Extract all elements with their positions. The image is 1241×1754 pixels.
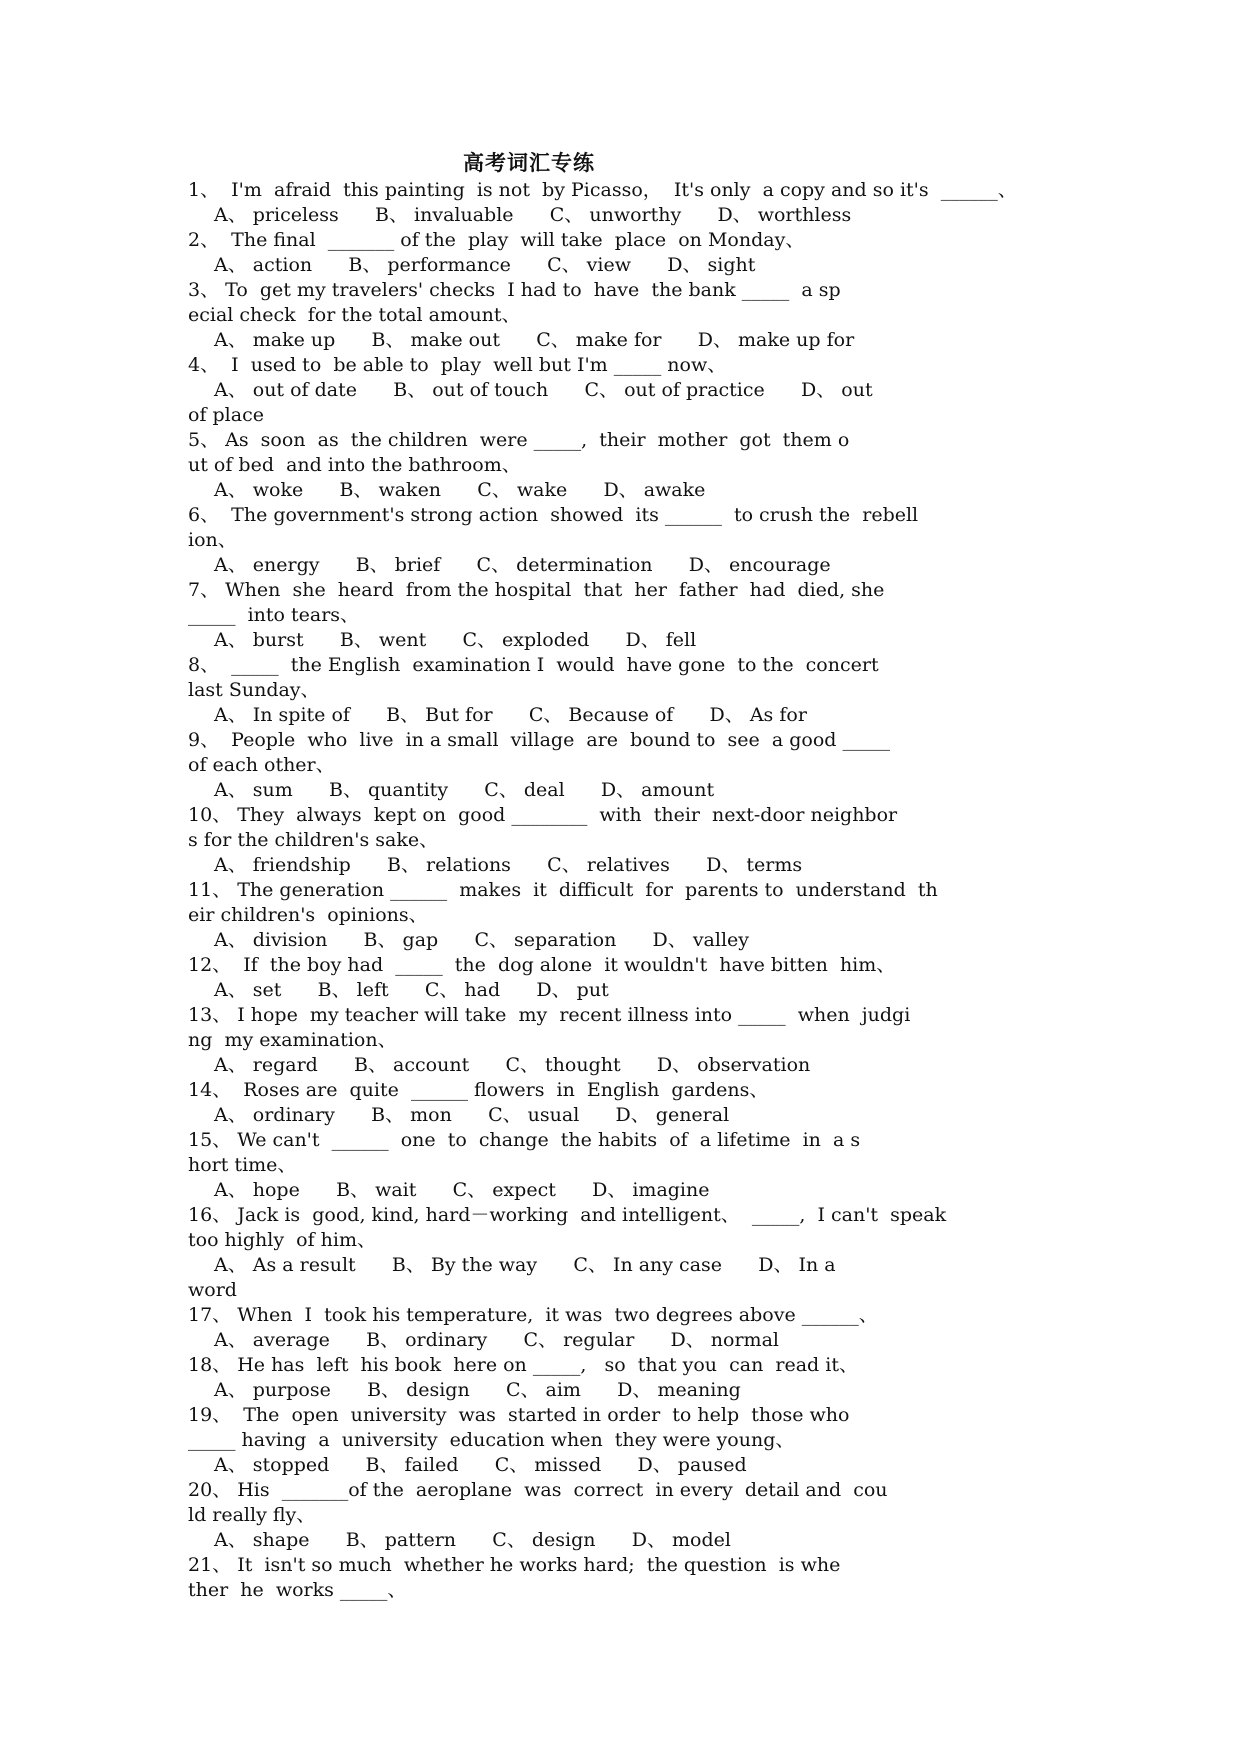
question-item [188, 428, 1088, 503]
answer-options: A、 sum B、 quantity C、 deal D、 amount [214, 779, 715, 801]
question-list [188, 178, 1088, 1603]
question-text: 19、 The open university was started in order to help those who [188, 1404, 850, 1426]
question-text: s for the children's sake、 [188, 829, 439, 851]
question-item [188, 1203, 1088, 1303]
answer-options: A、 shape B、 pattern C、 design D、 model [214, 1529, 731, 1551]
answer-options: A、 stopped B、 failed C、 missed D、 paused [214, 1454, 747, 1476]
question-text: 14、 Roses are quite ______ flowers in English gardens、 [188, 1079, 769, 1101]
question-text: last Sunday、 [188, 679, 320, 701]
question-text: ld really fly、 [188, 1504, 316, 1526]
question-text: ther he works _____、 [188, 1579, 407, 1601]
question-text: 1、 I'm afraid this painting is not by Picasso， It's only a copy and so it's ______、 [188, 179, 1017, 201]
answer-options: A、 ordinary B、 mon C、 usual D、 general [214, 1104, 730, 1126]
question-text: eir children's opinions、 [188, 904, 428, 926]
question-text: 17、 When I took his temperature, it was two degrees above ______、 [188, 1304, 878, 1326]
answer-options: A、 average B、 ordinary C、 regular D、 normal [214, 1329, 779, 1351]
question-text: 2、 The final _______ of the play will take place on Monday、 [188, 229, 805, 251]
question-text: ut of bed and into the bathroom、 [188, 454, 521, 476]
answer-options: A、 action B、 performance C、 view D、 sight [214, 254, 756, 276]
question-text: 16、 Jack is good, kind, hard－working and intelligent、 _____, I can't speak [188, 1204, 947, 1226]
question-item [188, 353, 1088, 428]
question-item [188, 1353, 1088, 1403]
question-item [188, 178, 1088, 228]
answer-options: A、 purpose B、 design C、 aim D、 meaning [214, 1379, 741, 1401]
question-item [188, 1078, 1088, 1128]
answer-options: A、 set B、 left C、 had D、 put [214, 979, 609, 1001]
question-item [188, 503, 1088, 578]
question-text: 4、 I used to be able to play well but I'm _____ now、 [188, 354, 727, 376]
answer-options: A、 energy B、 brief C、 determination D、 encourage [214, 554, 831, 576]
worksheet [188, 148, 1088, 1603]
answer-options: A、 make up B、 make out C、 make for D、 make up for [214, 329, 855, 351]
question-item [188, 1403, 1088, 1478]
question-text: 6、 The government's strong action showed its ______ to crush the rebell [188, 504, 919, 526]
question-text: 18、 He has left his book here on _____, so that you can read it、 [188, 1354, 858, 1376]
question-text: 12、 If the boy had _____ the dog alone it wouldn't have bitten him、 [188, 954, 896, 976]
question-item [188, 1128, 1088, 1203]
question-item [188, 578, 1088, 653]
question-item [188, 1553, 1088, 1603]
question-item [188, 803, 1088, 878]
answer-options: A、 priceless B、 invaluable C、 unworthy D、 worthless [214, 204, 852, 226]
question-item [188, 228, 1088, 278]
question-item [188, 878, 1088, 953]
answer-options-continued: word [188, 1279, 237, 1301]
question-text: 21、 It isn't so much whether he works hard; the question is whe [188, 1554, 841, 1576]
question-item [188, 1003, 1088, 1078]
answer-options: A、 regard B、 account C、 thought D、 observation [214, 1054, 811, 1076]
question-text: 3、 To get my travelers' checks I had to have the bank _____ a sp [188, 279, 841, 301]
answer-options: A、 burst B、 went C、 exploded D、 fell [214, 629, 697, 651]
question-item [188, 728, 1088, 803]
answer-options: A、 woke B、 waken C、 wake D、 awake [214, 479, 706, 501]
question-text: 20、 His _______of the aeroplane was correct in every detail and cou [188, 1479, 888, 1501]
page-title: 高考词汇专练 [463, 150, 595, 175]
question-text: 10、 They always kept on good ________ with their next-door neighbor [188, 804, 898, 826]
question-text: 5、 As soon as the children were _____, their mother got them o [188, 429, 850, 451]
question-item [188, 1303, 1088, 1353]
question-text: ion、 [188, 529, 237, 551]
question-text: _____ having a university education when they were young、 [188, 1429, 795, 1451]
question-text: ecial check for the total amount、 [188, 304, 521, 326]
answer-options: A、 In spite of B、 But for C、 Because of D、 As for [214, 704, 807, 726]
question-item [188, 653, 1088, 728]
question-text: _____ into tears、 [188, 604, 360, 626]
question-text: 8、 _____ the English examination I would have gone to the concert [188, 654, 879, 676]
answer-options-continued: of place [188, 404, 264, 426]
question-text: 13、 I hope my teacher will take my recent illness into _____ when judgi [188, 1004, 911, 1026]
answer-options: A、 hope B、 wait C、 expect D、 imagine [214, 1179, 710, 1201]
question-text: 7、 When she heard from the hospital that her father had died, she [188, 579, 885, 601]
question-item [188, 278, 1088, 353]
answer-options: A、 friendship B、 relations C、 relatives D、 terms [214, 854, 803, 876]
question-text: 11、 The generation ______ makes it difficult for parents to understand th [188, 879, 938, 901]
question-text: 9、 People who live in a small village are bound to see a good _____ [188, 729, 890, 751]
answer-options: A、 As a result B、 By the way C、 In any case D、 In a [214, 1254, 836, 1276]
question-text: of each other、 [188, 754, 335, 776]
answer-options: A、 out of date B、 out of touch C、 out of practice D、 out [214, 379, 873, 401]
question-item [188, 953, 1088, 1003]
question-item [188, 1478, 1088, 1553]
question-text: ng my examination、 [188, 1029, 397, 1051]
question-text: 15、 We can't ______ one to change the habits of a lifetime in a s [188, 1129, 861, 1151]
question-text: hort time、 [188, 1154, 297, 1176]
question-text: too highly of him、 [188, 1229, 376, 1251]
answer-options: A、 division B、 gap C、 separation D、 valley [214, 929, 750, 951]
